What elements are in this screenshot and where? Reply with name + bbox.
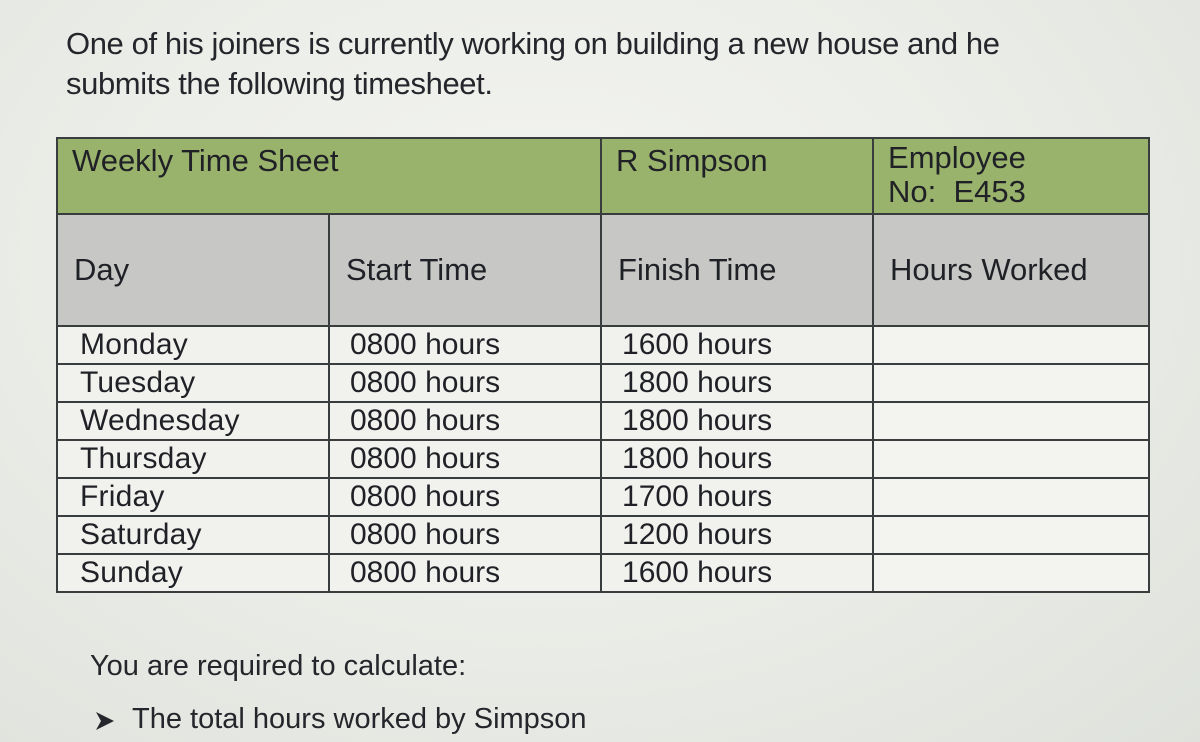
table-row: [57, 478, 1149, 516]
hours-worked-cell: [873, 402, 1149, 440]
column-header-finish-time: Finish Time: [601, 214, 873, 326]
start-time-cell: 0800 hours: [329, 402, 601, 440]
hours-worked-cell: [873, 478, 1149, 516]
day-cell: Wednesday: [57, 402, 329, 440]
intro-paragraph: [66, 24, 1166, 104]
day-cell: Thursday: [57, 440, 329, 478]
weekly-time-sheet-table: [56, 137, 1150, 593]
arrow-bullet-icon: [94, 708, 116, 732]
finish-time-cell: 1600 hours: [601, 554, 873, 592]
finish-time-cell: 1800 hours: [601, 440, 873, 478]
employee-number: No: E453: [888, 174, 1026, 209]
start-time-cell: 0800 hours: [329, 326, 601, 364]
table-row: [57, 440, 1149, 478]
timesheet-title-row: [57, 138, 1149, 214]
hours-worked-cell: [873, 554, 1149, 592]
finish-time-cell: 1800 hours: [601, 402, 873, 440]
day-cell: Saturday: [57, 516, 329, 554]
employee-name: R Simpson: [601, 138, 873, 214]
finish-time-cell: 1700 hours: [601, 478, 873, 516]
day-cell: Sunday: [57, 554, 329, 592]
column-header-hours-worked: Hours Worked: [873, 214, 1149, 326]
table-row: [57, 364, 1149, 402]
finish-time-cell: 1800 hours: [601, 364, 873, 402]
day-cell: Friday: [57, 478, 329, 516]
column-header-row: [57, 214, 1149, 326]
table-row: [57, 516, 1149, 554]
task-bullet-text: The total hours worked by Simpson: [132, 703, 587, 735]
hours-worked-cell: [873, 516, 1149, 554]
start-time-cell: 0800 hours: [329, 440, 601, 478]
day-cell: Monday: [57, 326, 329, 364]
table-row: [57, 402, 1149, 440]
start-time-cell: 0800 hours: [329, 516, 601, 554]
hours-worked-cell: [873, 326, 1149, 364]
column-header-day: Day: [57, 214, 329, 326]
start-time-cell: 0800 hours: [329, 478, 601, 516]
task-bullet: [94, 703, 587, 736]
employee-number-cell: [873, 138, 1149, 214]
timesheet-title: Weekly Time Sheet: [57, 138, 601, 214]
table-row: [57, 554, 1149, 592]
start-time-cell: 0800 hours: [329, 364, 601, 402]
column-header-start-time: Start Time: [329, 214, 601, 326]
employee-label: Employee: [888, 140, 1026, 175]
task-prompt: You are required to calculate:: [90, 650, 467, 682]
hours-worked-cell: [873, 440, 1149, 478]
table-row: [57, 326, 1149, 364]
start-time-cell: 0800 hours: [329, 554, 601, 592]
finish-time-cell: 1200 hours: [601, 516, 873, 554]
day-cell: Tuesday: [57, 364, 329, 402]
intro-line-2: submits the following timesheet.: [66, 66, 493, 101]
hours-worked-cell: [873, 364, 1149, 402]
finish-time-cell: 1600 hours: [601, 326, 873, 364]
intro-line-1: One of his joiners is currently working on building a new house and he: [66, 26, 1000, 61]
